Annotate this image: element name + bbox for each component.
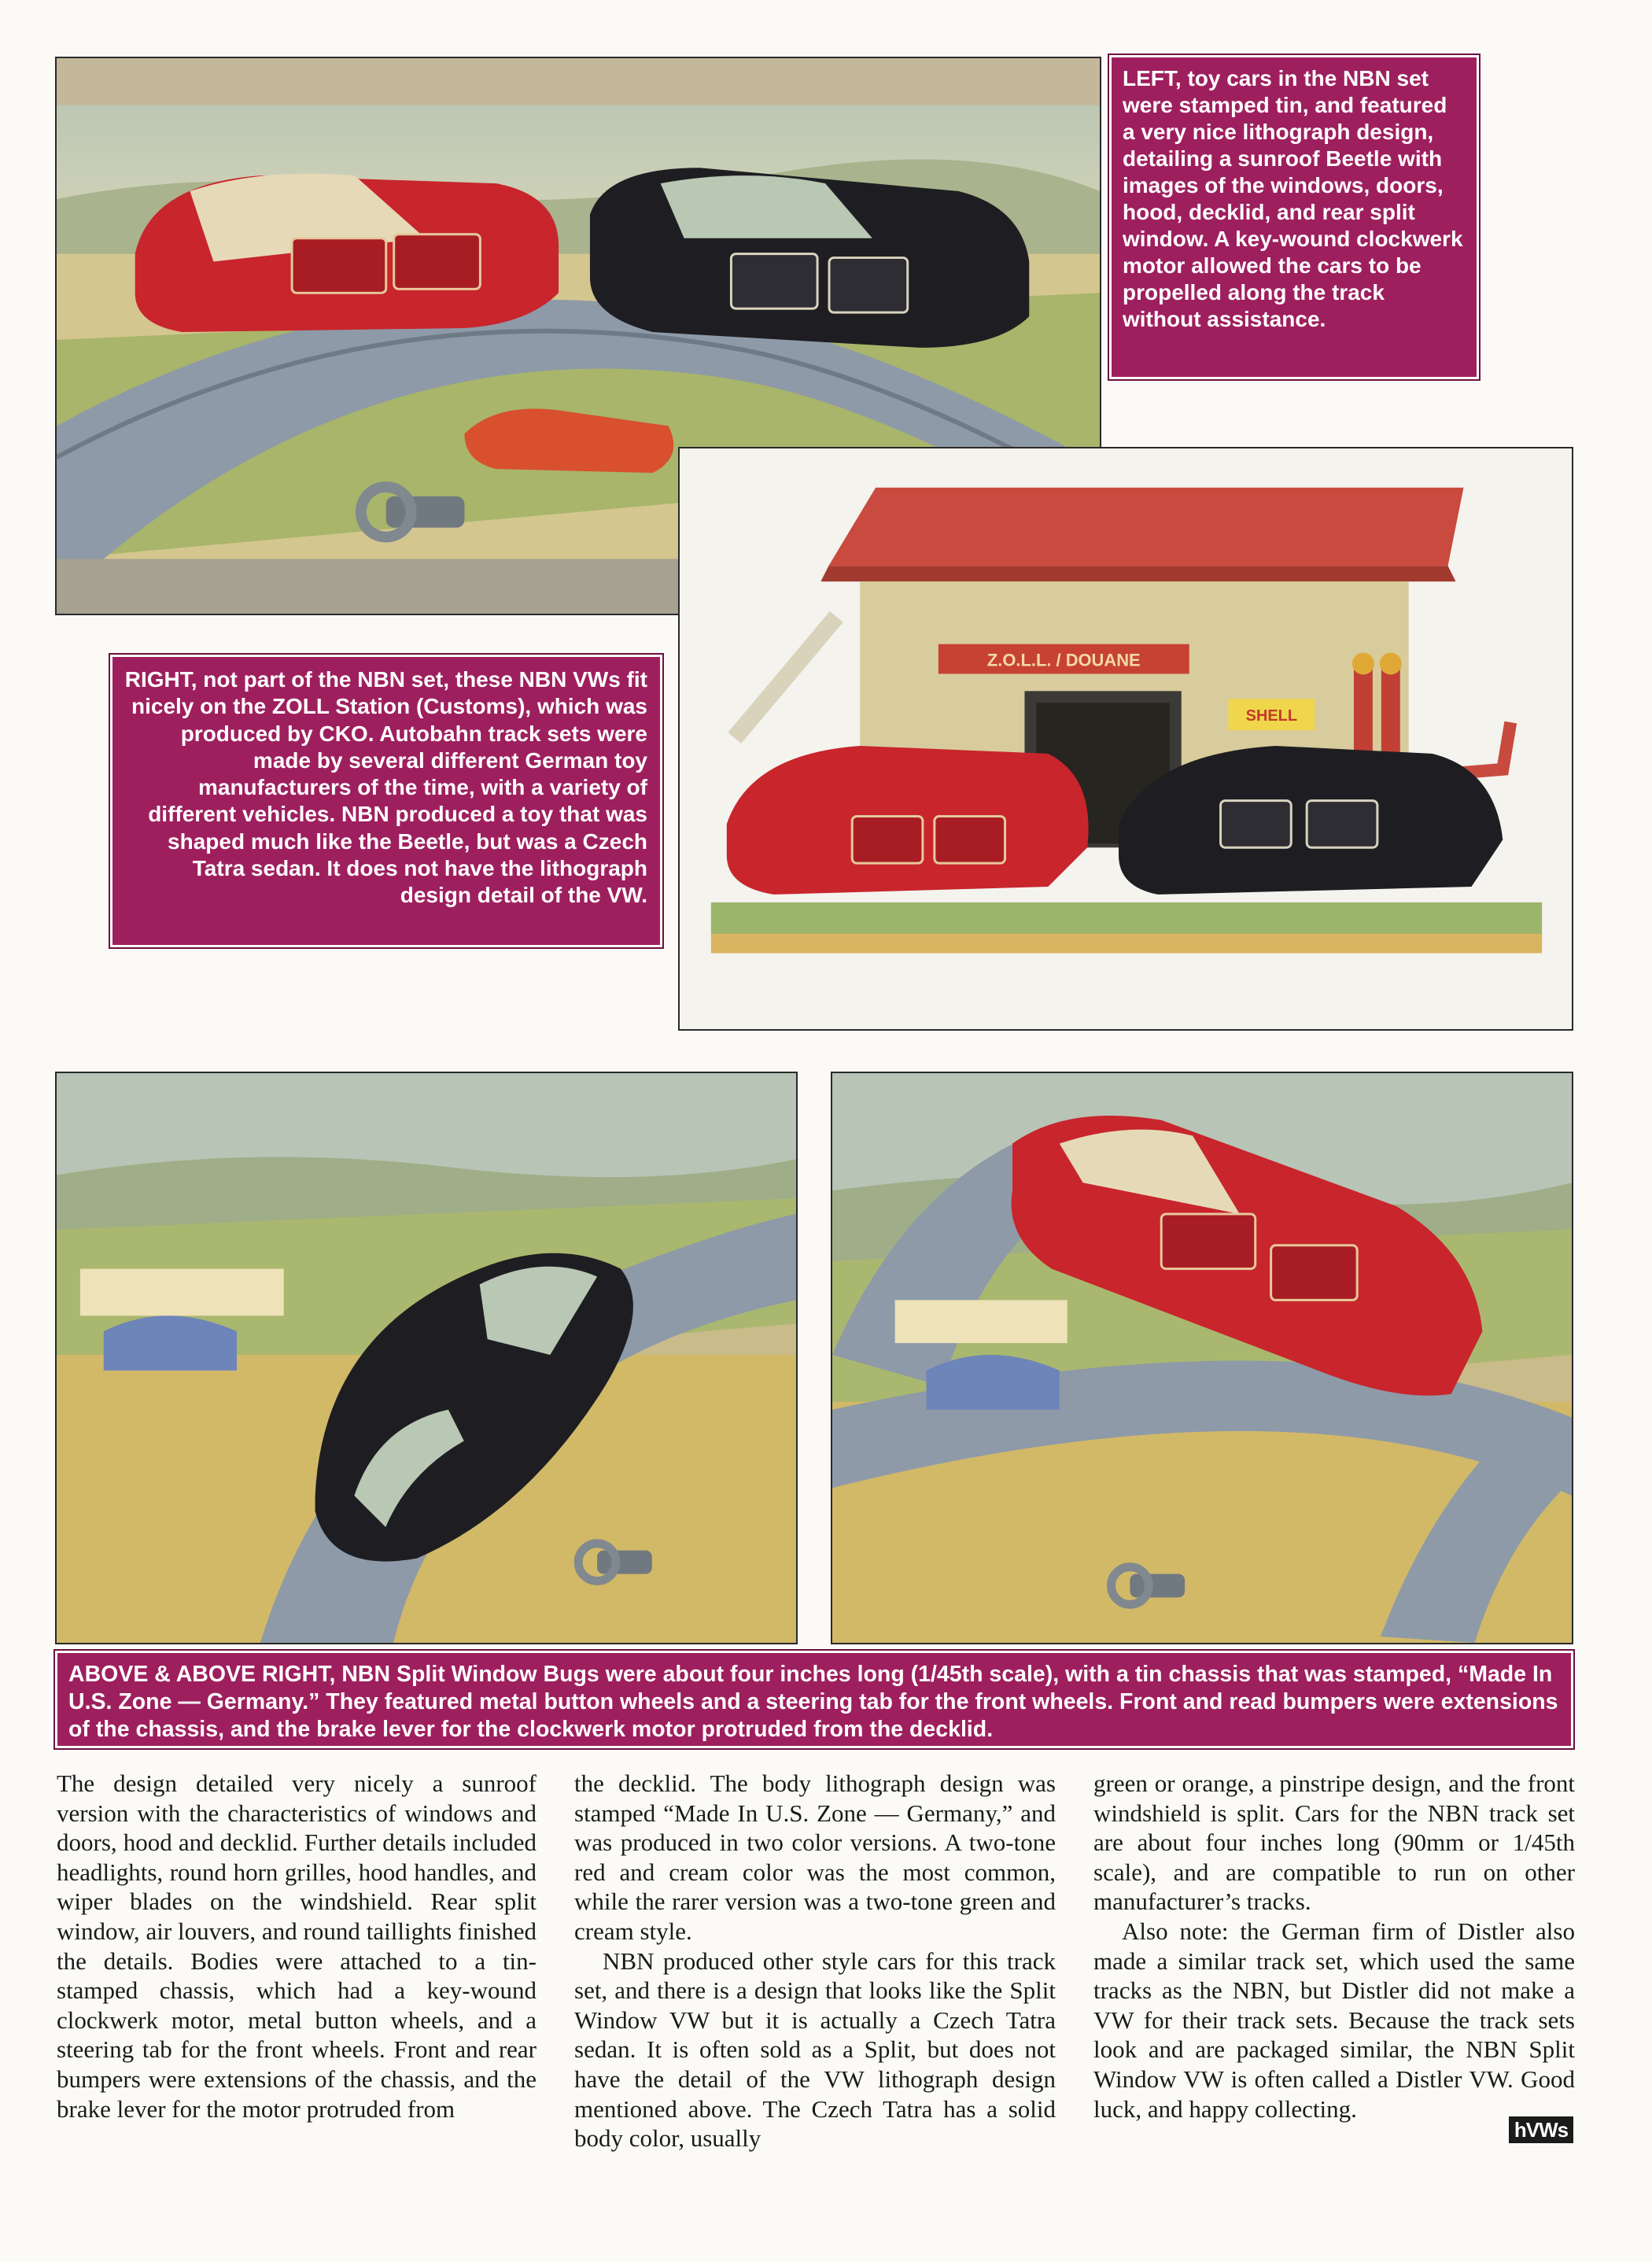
photo-black-split-window-bug bbox=[55, 1072, 798, 1644]
article-column-1-text: The design detailed very nicely a sunroof version with the characteristics of windows and doors, hood and decklid. Further details included headlights, round horn grilles, hood handles, and wiper blades on the windshield. Rear split window, air louvers, and round taillights finished the details. Bodies were attached to a tin-stamped chassis, which had a key-wound clockwerk motor, metal button wheels, and a steering tab for the front wheels. Front and rear bumpers were extensions of the chassis, and the brake lever for the motor protruded from bbox=[57, 1769, 537, 2123]
caption-left-text: LEFT, toy cars in the NBN set were stamped tin, and featured a very nice lithograph design, detailing a sunroof Beetle with images of the windows, doors, hood, decklid, and rear split window. A key-wound clockwerk motor allowed the cars to be propelled along the track without assistance. bbox=[1123, 66, 1463, 331]
article-column-3-text-b: Also note: the German firm of Distler also made a similar track set, which used the same tracks as the NBN, but Distler did not make a VW for their track sets. Because the track sets look and are packaged similar, the NBN Split Window VW is often called a Distler VW. Good luck, and happy collecting. bbox=[1093, 1917, 1575, 2123]
caption-right-photo bbox=[110, 655, 662, 947]
caption-above-text: ABOVE & ABOVE RIGHT, NBN Split Window Bugs were about four inches long (1/45th scale), with a tin chassis that was stamped, “Made In U.S. Zone — Germany.” They featured metal button wheels and a steering tab for the front wheels. Front and read bumpers were extensions of the chassis, and the brake lever for the clockwerk motor protruded from the decklid. bbox=[68, 1662, 1558, 1742]
zoll-sign: Z.O.L.L. / DOUANE bbox=[986, 650, 1141, 670]
article-column-3 bbox=[1093, 1769, 1575, 2124]
article-column-1 bbox=[57, 1769, 537, 2124]
magazine-logo: hVWs bbox=[1509, 2116, 1573, 2143]
article-column-2-text-b: NBN produced other style cars for this track set, and there is a design that looks like the Split Window VW but it is actually a Czech Tatra sedan. It is often sold as a Split, but does not have the detail of the VW lithograph design mentioned above. The Czech Tatra has a solid body color, usually bbox=[574, 1947, 1056, 2153]
photo-red-split-window-bug bbox=[831, 1072, 1573, 1644]
caption-left-photo bbox=[1109, 55, 1479, 379]
caption-above bbox=[55, 1651, 1573, 1748]
caption-right-text: RIGHT, not part of the NBN set, these NBN VWs fit nicely on the ZOLL Station (Customs), which was produced by CKO. Autobahn track sets were made by several different German toy manufacturers of the time, with a variety of different vehicles. NBN produced a toy that was shaped much like the Beetle, but was a Czech Tatra sedan. It does not have the lithograph design detail of the VW. bbox=[124, 667, 647, 908]
article-column-3-text-a: green or orange, a pinstripe design, and the front windshield is split. Cars for the NBN track set are about four inches long (90mm or 1/45th scale), and are compatible to run on other manufacturer’s tracks. bbox=[1093, 1769, 1575, 1916]
article-column-2 bbox=[574, 1769, 1056, 2153]
article-column-2-text-a: the decklid. The body lithograph design was stamped “Made In U.S. Zone — Germany,” and was produced in two color versions. A two-tone red and cream color was the most common, while the rarer version was a two-tone green and cream style. bbox=[574, 1769, 1056, 1945]
shell-sign: SHELL bbox=[1245, 707, 1298, 725]
black-toy-car-shape bbox=[590, 168, 1029, 348]
red-toy-car-shape bbox=[135, 174, 559, 332]
photo-zoll-station bbox=[678, 447, 1573, 1031]
